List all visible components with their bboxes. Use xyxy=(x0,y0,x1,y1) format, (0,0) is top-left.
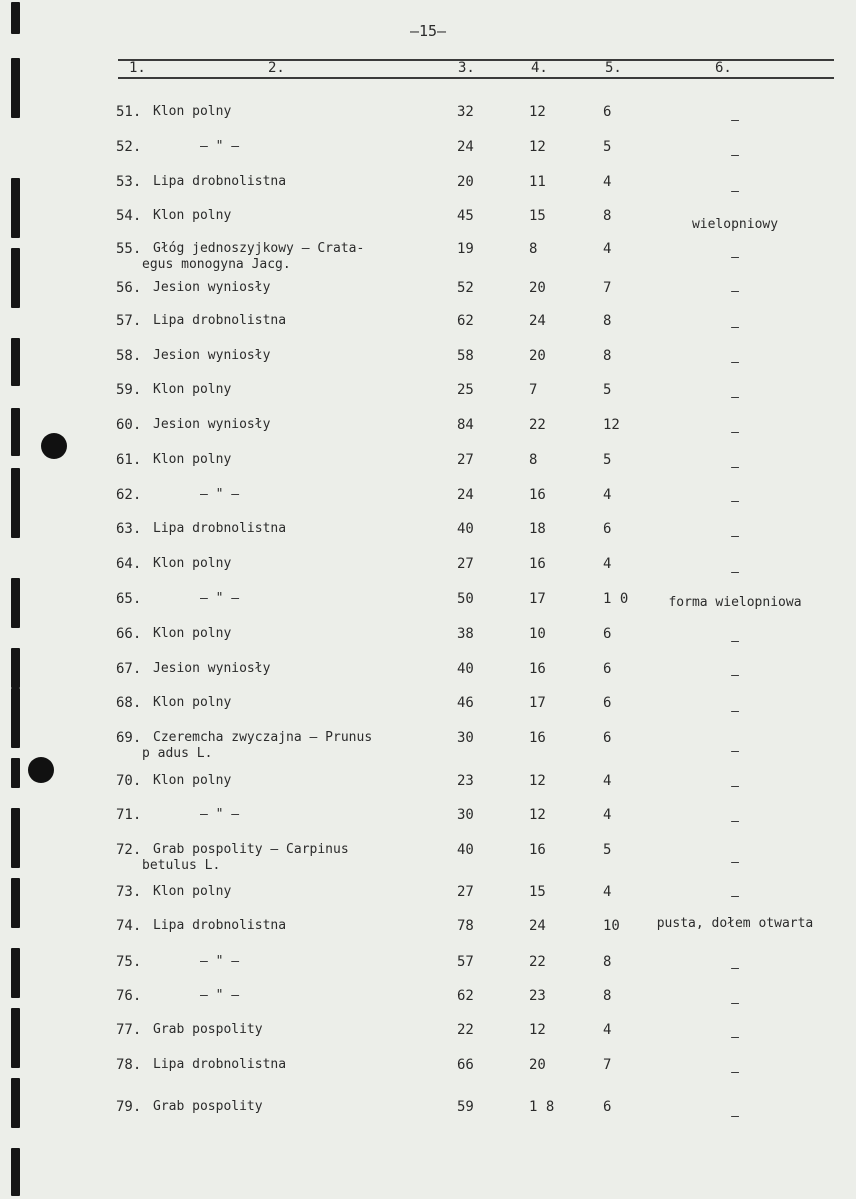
row-number: 64. xyxy=(116,556,142,572)
col3-value: 40 xyxy=(457,661,474,677)
table-row xyxy=(0,807,856,843)
table-row xyxy=(0,884,856,920)
species-name: Klon polny xyxy=(153,626,232,641)
row-number: 75. xyxy=(116,954,142,970)
table-row xyxy=(0,988,856,1024)
species-name: Lipa drobnolistna xyxy=(153,521,287,536)
column-header-6: 6. xyxy=(715,60,732,76)
col3-value: 23 xyxy=(457,773,474,789)
table-row xyxy=(0,521,856,557)
col4-value: 15 xyxy=(529,884,546,900)
col4-value: 20 xyxy=(529,280,546,296)
col4-value: 8 xyxy=(529,241,538,257)
row-number: 65. xyxy=(116,591,142,607)
table-row xyxy=(0,104,856,140)
species-name: betulus L. xyxy=(142,858,221,873)
col4-value: 8 xyxy=(529,452,538,468)
row-number: 53. xyxy=(116,174,142,190)
col4-value: 20 xyxy=(529,1057,546,1073)
row-number: 56. xyxy=(116,280,142,296)
species-name: Lipa drobnolistna xyxy=(153,918,287,933)
remarks: – xyxy=(731,355,739,370)
col4-value: 10 xyxy=(529,626,546,642)
col3-value: 24 xyxy=(457,487,474,503)
species-name: Lipa drobnolistna xyxy=(153,174,287,189)
page-number: –15– xyxy=(409,22,447,40)
col3-value: 30 xyxy=(457,730,474,746)
species-name: Grab pospolity xyxy=(153,1099,263,1114)
col4-value: 15 xyxy=(529,208,546,224)
col4-value: 16 xyxy=(529,556,546,572)
col5-value: 12 xyxy=(603,417,620,433)
col3-value: 84 xyxy=(457,417,474,433)
remarks: – xyxy=(731,460,739,475)
row-number: 79. xyxy=(116,1099,142,1115)
row-number: 57. xyxy=(116,313,142,329)
col4-value: 23 xyxy=(529,988,546,1004)
col5-value: 4 xyxy=(603,884,612,900)
remarks: – xyxy=(731,494,739,509)
col5-value: 10 xyxy=(603,918,620,934)
col5-value: 7 xyxy=(603,280,612,296)
col3-value: 58 xyxy=(457,348,474,364)
table-row xyxy=(0,348,856,384)
col5-value: 6 xyxy=(603,695,612,711)
remarks: wielopniowy xyxy=(691,217,779,232)
row-number: 62. xyxy=(116,487,142,503)
col4-value: 20 xyxy=(529,348,546,364)
col3-value: 30 xyxy=(457,807,474,823)
remarks: – xyxy=(731,529,739,544)
col5-value: 6 xyxy=(603,521,612,537)
table-row xyxy=(0,1022,856,1058)
col3-value: 57 xyxy=(457,954,474,970)
species-name: p adus L. xyxy=(142,746,213,761)
row-number: 70. xyxy=(116,773,142,789)
col3-value: 22 xyxy=(457,1022,474,1038)
col3-value: 19 xyxy=(457,241,474,257)
col5-value: 6 xyxy=(603,1099,612,1115)
row-number: 73. xyxy=(116,884,142,900)
species-name: Klon polny xyxy=(153,104,232,119)
row-number: 68. xyxy=(116,695,142,711)
table-row xyxy=(0,556,856,592)
col5-value: 4 xyxy=(603,1022,612,1038)
col5-value: 6 xyxy=(603,730,612,746)
row-number: 74. xyxy=(116,918,142,934)
col4-value: 22 xyxy=(529,954,546,970)
row-number: 60. xyxy=(116,417,142,433)
col4-value: 16 xyxy=(529,842,546,858)
species-name: – " – xyxy=(200,954,240,969)
remarks: – xyxy=(731,113,739,128)
col3-value: 20 xyxy=(457,174,474,190)
column-header-4: 4. xyxy=(531,60,548,76)
col5-value: 4 xyxy=(603,556,612,572)
row-number: 58. xyxy=(116,348,142,364)
col4-value: 22 xyxy=(529,417,546,433)
col4-value: 16 xyxy=(529,730,546,746)
table-row xyxy=(0,954,856,990)
table-row xyxy=(0,773,856,809)
col5-value: 8 xyxy=(603,954,612,970)
species-name: – " – xyxy=(200,487,240,502)
row-number: 67. xyxy=(116,661,142,677)
remarks: – xyxy=(731,961,739,976)
species-name: Klon polny xyxy=(153,452,232,467)
row-number: 71. xyxy=(116,807,142,823)
remarks: – xyxy=(731,284,739,299)
table-row xyxy=(0,452,856,488)
species-name: – " – xyxy=(200,591,240,606)
column-header-5: 5. xyxy=(605,60,622,76)
species-name: – " – xyxy=(200,139,240,154)
species-name: Lipa drobnolistna xyxy=(153,1057,287,1072)
col5-value: 6 xyxy=(603,626,612,642)
col5-value: 1 0 xyxy=(603,591,629,607)
col4-value: 24 xyxy=(529,918,546,934)
remarks: – xyxy=(731,425,739,440)
col4-value: 12 xyxy=(529,807,546,823)
col5-value: 4 xyxy=(603,241,612,257)
col4-value: 12 xyxy=(529,104,546,120)
species-name: Głóg jednoszyjkowy – Crata- xyxy=(153,241,365,256)
col5-value: 8 xyxy=(603,348,612,364)
species-name: Jesion wyniosły xyxy=(153,661,271,676)
species-name: Klon polny xyxy=(153,773,232,788)
species-name: – " – xyxy=(200,807,240,822)
table-row xyxy=(0,280,856,316)
col5-value: 8 xyxy=(603,208,612,224)
species-name: Klon polny xyxy=(153,695,232,710)
header-bottom-rule xyxy=(118,77,834,79)
remarks: – xyxy=(731,1030,739,1045)
col4-value: 11 xyxy=(529,174,546,190)
col5-value: 4 xyxy=(603,174,612,190)
column-header-3: 3. xyxy=(458,60,475,76)
table-row xyxy=(0,695,856,731)
col4-value: 16 xyxy=(529,661,546,677)
remarks: – xyxy=(731,855,739,870)
col3-value: 27 xyxy=(457,556,474,572)
col3-value: 25 xyxy=(457,382,474,398)
col5-value: 7 xyxy=(603,1057,612,1073)
col4-value: 12 xyxy=(529,773,546,789)
col4-value: 24 xyxy=(529,313,546,329)
remarks: – xyxy=(731,668,739,683)
table-row xyxy=(0,626,856,662)
species-name: Klon polny xyxy=(153,556,232,571)
table-row xyxy=(0,730,856,766)
col5-value: 4 xyxy=(603,773,612,789)
col4-value: 17 xyxy=(529,695,546,711)
col4-value: 18 xyxy=(529,521,546,537)
col5-value: 5 xyxy=(603,139,612,155)
remarks: forma wielopniowa xyxy=(668,595,802,610)
col3-value: 50 xyxy=(457,591,474,607)
row-number: 52. xyxy=(116,139,142,155)
table-row xyxy=(0,139,856,175)
col3-value: 62 xyxy=(457,313,474,329)
col4-value: 7 xyxy=(529,382,538,398)
col5-value: 6 xyxy=(603,104,612,120)
table-row xyxy=(0,1057,856,1093)
remarks: – xyxy=(731,704,739,719)
species-name: Klon polny xyxy=(153,208,232,223)
table-row xyxy=(0,417,856,453)
species-name: Grab pospolity – Carpinus xyxy=(153,842,349,857)
col5-value: 4 xyxy=(603,487,612,503)
col3-value: 27 xyxy=(457,884,474,900)
col5-value: 6 xyxy=(603,661,612,677)
col4-value: 1 8 xyxy=(529,1099,555,1115)
col3-value: 62 xyxy=(457,988,474,1004)
col4-value: 17 xyxy=(529,591,546,607)
col5-value: 8 xyxy=(603,988,612,1004)
col5-value: 5 xyxy=(603,452,612,468)
remarks: – xyxy=(731,1065,739,1080)
col3-value: 59 xyxy=(457,1099,474,1115)
species-name: Jesion wyniosły xyxy=(153,417,271,432)
col5-value: 8 xyxy=(603,313,612,329)
species-name: Jesion wyniosły xyxy=(153,280,271,295)
row-number: 51. xyxy=(116,104,142,120)
binding-mark xyxy=(11,1148,20,1196)
row-number: 59. xyxy=(116,382,142,398)
col3-value: 24 xyxy=(457,139,474,155)
table-row xyxy=(0,918,856,954)
col4-value: 16 xyxy=(529,487,546,503)
row-number: 78. xyxy=(116,1057,142,1073)
table-row xyxy=(0,208,856,244)
col3-value: 52 xyxy=(457,280,474,296)
row-number: 66. xyxy=(116,626,142,642)
remarks: pusta, dołem otwarta xyxy=(656,916,814,931)
remarks: – xyxy=(731,148,739,163)
row-number: 76. xyxy=(116,988,142,1004)
col3-value: 46 xyxy=(457,695,474,711)
col3-value: 40 xyxy=(457,521,474,537)
table-row xyxy=(0,382,856,418)
species-name: – " – xyxy=(200,988,240,1003)
species-name: Grab pospolity xyxy=(153,1022,263,1037)
col3-value: 40 xyxy=(457,842,474,858)
table-row xyxy=(0,1099,856,1135)
remarks: – xyxy=(731,744,739,759)
table-row xyxy=(0,313,856,349)
remarks: – xyxy=(731,1109,739,1124)
col5-value: 5 xyxy=(603,842,612,858)
row-number: 72. xyxy=(116,842,142,858)
col3-value: 66 xyxy=(457,1057,474,1073)
table-row xyxy=(0,241,856,277)
species-name: Lipa drobnolistna xyxy=(153,313,287,328)
remarks: – xyxy=(731,184,739,199)
table-row xyxy=(0,591,856,627)
species-name: Klon polny xyxy=(153,884,232,899)
col3-value: 38 xyxy=(457,626,474,642)
row-number: 61. xyxy=(116,452,142,468)
remarks: – xyxy=(731,634,739,649)
table-row xyxy=(0,174,856,210)
col3-value: 45 xyxy=(457,208,474,224)
table-row xyxy=(0,487,856,523)
column-header-2: 2. xyxy=(268,60,285,76)
remarks: – xyxy=(731,889,739,904)
remarks: – xyxy=(731,565,739,580)
col4-value: 12 xyxy=(529,1022,546,1038)
row-number: 69. xyxy=(116,730,142,746)
col3-value: 27 xyxy=(457,452,474,468)
col5-value: 4 xyxy=(603,807,612,823)
row-number: 77. xyxy=(116,1022,142,1038)
col3-value: 78 xyxy=(457,918,474,934)
species-name: Jesion wyniosły xyxy=(153,348,271,363)
col5-value: 5 xyxy=(603,382,612,398)
row-number: 63. xyxy=(116,521,142,537)
col3-value: 32 xyxy=(457,104,474,120)
remarks: – xyxy=(731,320,739,335)
species-name: Klon polny xyxy=(153,382,232,397)
remarks: – xyxy=(731,814,739,829)
table-row xyxy=(0,661,856,697)
column-header-1: 1. xyxy=(129,60,146,76)
remarks: – xyxy=(731,779,739,794)
remarks: – xyxy=(731,250,739,265)
table-row xyxy=(0,842,856,878)
species-name: Czeremcha zwyczajna – Prunus xyxy=(153,730,373,745)
remarks: – xyxy=(731,390,739,405)
remarks: – xyxy=(731,996,739,1011)
col4-value: 12 xyxy=(529,139,546,155)
species-name: egus monogyna Jacg. xyxy=(142,257,291,272)
row-number: 55. xyxy=(116,241,142,257)
row-number: 54. xyxy=(116,208,142,224)
